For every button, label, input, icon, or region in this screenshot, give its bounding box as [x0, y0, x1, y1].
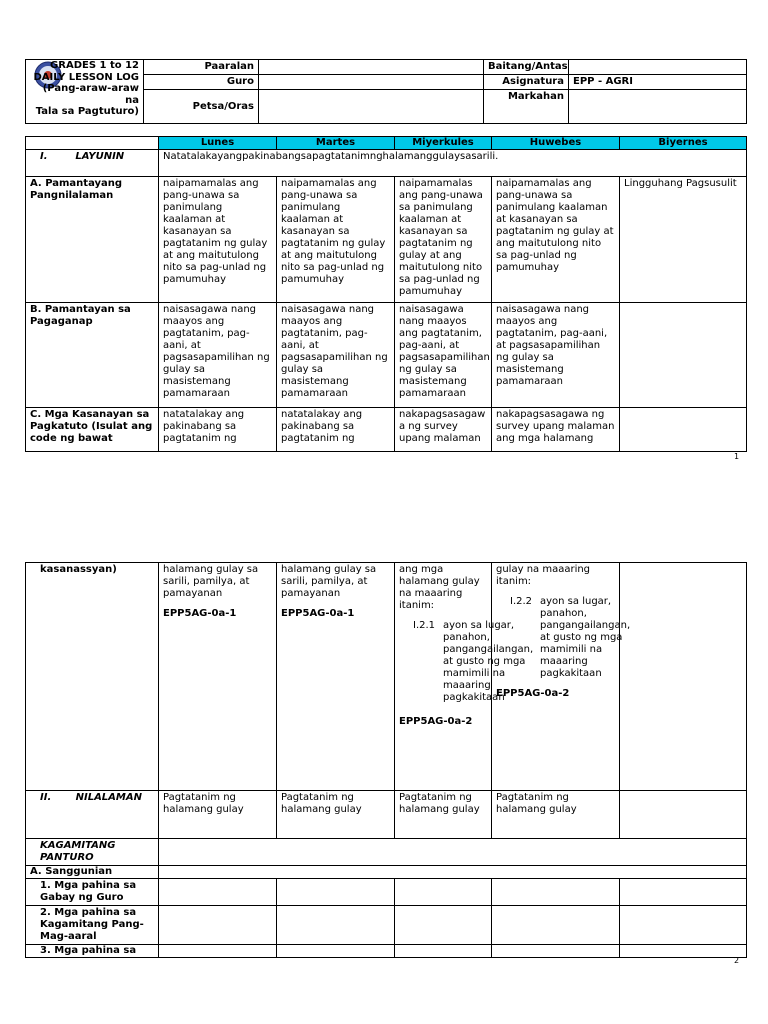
- kasanayan-label: C. Mga Kasanayan sa Pagkatuto (Isulat ang code ng bawat: [26, 408, 159, 452]
- pp-huwebes: naipamamalas ang pang-unawa sa panimulang kaalaman at kasanayan sa pagtatanim ng gulay at ang maitutulong nito sa pag-unlad ng pamumuhay: [492, 177, 620, 303]
- ks-biyernes-p1: [620, 408, 747, 452]
- competency-code: EPP5AG-0a-2: [496, 688, 570, 699]
- pang-mag-aaral-label: 2. Mga pahina sa Kagamitang Pang-Mag-aaral: [26, 906, 159, 945]
- sanggunian-cell: [159, 866, 747, 879]
- pma-lunes[interactable]: [159, 906, 277, 945]
- page-number: 1: [734, 452, 740, 461]
- ks-lunes-p2: halamang gulay sa sarili, pamilya, at pamayanan EPP5AG-0a-1: [159, 563, 277, 791]
- ks-martes-p2: halamang gulay sa sarili, pamilya, at pamayanan EPP5AG-0a-1: [277, 563, 395, 791]
- guro-label: Guro: [144, 75, 259, 90]
- ks-biyernes-p2: [620, 563, 747, 791]
- day-header-lunes: Lunes: [159, 137, 277, 150]
- competency-code: EPP5AG-0a-1: [163, 608, 237, 619]
- sub-competency: I.2.1 ayon sa lugar, panahon, pangangailangan, at gusto ng mga mamimili na maaaring pagkakitaan: [413, 620, 534, 703]
- pamantayan-pagaganap-label: B. Pamantayan sa Pagaganap: [26, 303, 159, 408]
- p3-martes[interactable]: [277, 945, 395, 958]
- ks-martes-p1: natatalakay ang pakinabang sa pagtatanim ng: [277, 408, 395, 452]
- page-number: 2: [734, 956, 740, 965]
- day-header-martes: Martes: [277, 137, 395, 150]
- paaralan-field[interactable]: [259, 60, 484, 75]
- ks-miyerkules-p1: nakapagsasagaw a ng survey upang malaman: [395, 408, 492, 452]
- petsa-label: Petsa/Oras: [144, 90, 259, 124]
- ks-miyerkules-p2: ang mga halamang gulay na maaaring itanim: I.2.1 ayon sa lugar, panahon, pangangailangan, at gusto ng mga mamimili na maaaring pagkakitaan EPP5AG-0a-2: [395, 563, 492, 791]
- lesson-table-page-2: [25, 562, 747, 958]
- pg-huwebes: naisasagawa nang maayos ang pagtatanim, pag-aani, at pagsasapamilihan ng gulay sa masistemang pamamaraan: [492, 303, 620, 408]
- sub-competency: I.2.2 ayon sa lugar, panahon, pangangailangan, at gusto ng mga mamimili na maaaring pagkakitaan: [510, 596, 631, 679]
- nl-biyernes: [620, 791, 747, 839]
- gabay-martes[interactable]: [277, 879, 395, 906]
- day-header-biyernes: Biyernes: [620, 137, 747, 150]
- pamantayang-pangnilalaman-label: A. Pamantayang Pangnilalaman: [26, 177, 159, 303]
- guro-field[interactable]: [259, 75, 484, 90]
- pg-biyernes: [620, 303, 747, 408]
- p3-miyerkules[interactable]: [395, 945, 492, 958]
- day-header-huwebes: Huwebes: [492, 137, 620, 150]
- pma-biyernes[interactable]: [620, 906, 747, 945]
- pp-miyerkules: naipamamalas ang pang-unawa sa panimulang kaalaman at kasanayan sa pagtatanim ng gulay at ang maitutulong nito sa pag-unlad ng pamumuhay: [395, 177, 492, 303]
- nl-martes: Pagtatanim ng halamang gulay: [277, 791, 395, 839]
- pahina-3-label: 3. Mga pahina sa: [26, 945, 159, 958]
- pp-biyernes: Lingguhang Pagsusulit: [620, 177, 747, 303]
- nl-huwebes: Pagtatanim ng halamang gulay: [492, 791, 620, 839]
- p3-biyernes[interactable]: [620, 945, 747, 958]
- ks-lunes-p1: natatalakay ang pakinabang sa pagtatanim ng: [159, 408, 277, 452]
- kagamitang-label: KAGAMITANG PANTURO: [26, 839, 159, 866]
- markahan-label: Markahan: [484, 90, 569, 124]
- pma-miyerkules[interactable]: [395, 906, 492, 945]
- asignatura-value[interactable]: EPP - AGRI: [569, 75, 747, 90]
- nilalaman-label: II. NILALAMAN: [26, 791, 159, 839]
- baitang-field[interactable]: [569, 60, 747, 75]
- ks-huwebes-p2: gulay na maaaring itanim: I.2.2 ayon sa lugar, panahon, pangangailangan, at gusto ng mga mamimili na maaaring pagkakitaan EPP5AG-0a-2: [492, 563, 620, 791]
- gabay-guro-label: 1. Mga pahina sa Gabay ng Guro: [26, 879, 159, 906]
- dll-title: GRADES 1 to 12 DAILY LESSON LOG (Pang-araw-araw na Tala sa Pagtuturo): [26, 60, 144, 124]
- nl-miyerkules: Pagtatanim ng halamang gulay: [395, 791, 492, 839]
- lesson-table-page-1: [25, 136, 747, 452]
- p3-lunes[interactable]: [159, 945, 277, 958]
- pp-martes: naipamamalas ang pang-unawa sa panimulang kaalaman at kasanayan sa pagtatanim ng gulay at ang maitutulong nito sa pag-unlad ng pamumuhay: [277, 177, 395, 303]
- day-header-miyerkules: Miyerkules: [395, 137, 492, 150]
- baitang-label: Baitang/Antas: [484, 60, 569, 75]
- ks-huwebes-p1: nakapagsasagawa ng survey upang malaman ang mga halamang: [492, 408, 620, 452]
- gabay-huwebes[interactable]: [492, 879, 620, 906]
- kagamitang-cell: [159, 839, 747, 866]
- asignatura-label: Asignatura: [484, 75, 569, 90]
- nl-lunes: Pagtatanim ng halamang gulay: [159, 791, 277, 839]
- pg-miyerkules: naisasagawa nang maayos ang pagtatanim, pag-aani, at pagsasapamilihan ng gulay sa masistemang pamamaraan: [395, 303, 492, 408]
- layunin-text: Natatalakayangpakinabangsapagtatanimnghalamanggulaysasarili.: [159, 150, 747, 177]
- header-table: [25, 59, 747, 124]
- competency-code: EPP5AG-0a-2: [399, 716, 473, 727]
- markahan-field[interactable]: [569, 90, 747, 124]
- blank-corner: [26, 137, 159, 150]
- layunin-label: I. LAYUNIN: [26, 150, 159, 177]
- sanggunian-label: A. Sanggunian: [26, 866, 159, 879]
- pp-lunes: naipamamalas ang pang-unawa sa panimulang kaalaman at kasanayan sa pagtatanim ng gulay at ang maitutulong nito sa pag-unlad ng pamumuhay: [159, 177, 277, 303]
- gabay-biyernes[interactable]: [620, 879, 747, 906]
- pma-martes[interactable]: [277, 906, 395, 945]
- competency-code: EPP5AG-0a-1: [281, 608, 355, 619]
- paaralan-label: Paaralan: [144, 60, 259, 75]
- p3-huwebes[interactable]: [492, 945, 620, 958]
- pg-martes: naisasagawa nang maayos ang pagtatanim, pag-aani, at pagsasapamilihan ng gulay sa masistemang pamamaraan: [277, 303, 395, 408]
- petsa-field[interactable]: [259, 90, 484, 124]
- pma-huwebes[interactable]: [492, 906, 620, 945]
- kasanayan-label-cont: kasanassyan): [26, 563, 159, 791]
- pg-lunes: naisasagawa nang maayos ang pagtatanim, pag-aani, at pagsasapamilihan ng gulay sa masistemang pamamaraan: [159, 303, 277, 408]
- gabay-lunes[interactable]: [159, 879, 277, 906]
- gabay-miyerkules[interactable]: [395, 879, 492, 906]
